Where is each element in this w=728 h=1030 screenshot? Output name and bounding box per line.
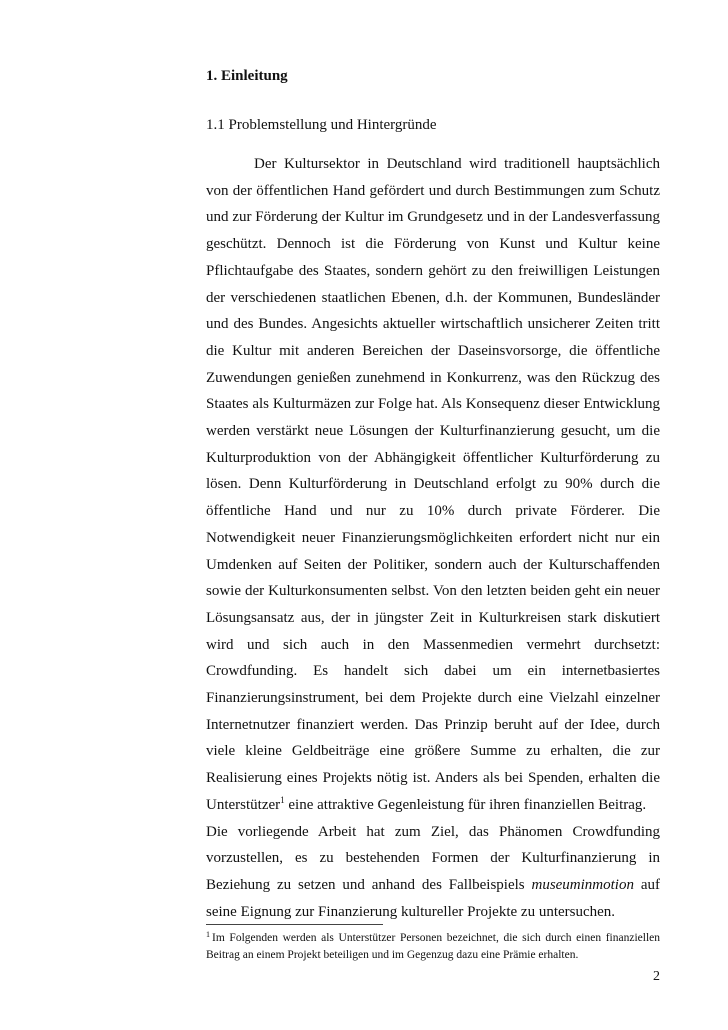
paragraph-2 [206, 819, 660, 926]
page-number: 2 [653, 969, 660, 984]
footnote-divider [206, 924, 383, 925]
footnote-reference: 1 [280, 794, 285, 805]
paragraph-2-text: Die vorliegende Arbeit hat zum Ziel, das Phänomen Crowdfunding vorzustellen, es zu bestehenden Formen der Kulturfinanzierung in Beziehung zu setzen und anhand des Fallbeispiels [206, 823, 660, 893]
case-study-name: museuminmotion [531, 876, 634, 893]
paragraph-1-text: Der Kultursektor in Deutschland wird traditionell hauptsächlich von der öffentlichen Hand gefördert und durch Bestimmungen zum Schutz und zur Förderung der Kultur im Grundgesetz und in der Landesverfassung geschützt. Dennoch ist die Förderung von Kunst und Kultur keine Pflichtaufgabe des Staates, sondern gehört zu den freiwilligen Leistungen der verschiedenen staatlichen Ebenen, d.h. der Kommunen, Bundesländer und des Bundes. Angesichts aktueller wirtschaftlich unsicherer Zeiten tritt die Kultur mit anderen Bereichen der Daseinsvorsorge, die öffentliche Zuwendungen genießen zunehmend in Konkurrenz, was den Rückzug des Staates als Kulturmäzen zur Folge hat. Als Konsequenz dieser Entwicklung werden verstärkt neue Lösungen der Kulturfinanzierung gesucht, um die Kulturproduktion von der Abhängigkeit öffentlicher Kulturförderung zu lösen. Denn Kulturförderung in Deutschland erfolgt zu 90% durch die öffentliche Hand und nur zu 10% durch private Förderer. Die Notwendigkeit neuer Finanzierungsmöglichkeiten erfordert nicht nur ein Umdenken auf Seiten der Politiker, sondern auch der Kulturschaffenden sowie der Kulturkonsumenten selbst. Von den letzten beiden geht ein neuer Lösungsansatz aus, der in jüngster Zeit in Kulturkreisen stark diskutiert wird und sich auch in den Massenmedien vermehrt durchsetzt: Crowdfunding. Es handelt sich dabei um ein internetbasiertes Finanzierungsinstrument, bei dem Projekte durch eine Vielzahl einzelner Internetnutzer finanziert werden. Das Prinzip beruht auf der Idee, durch viele kleine Geldbeiträge eine größere Summe zu erhalten, die zur Realisierung eines Projekts nötig ist. Anders als bei Spenden, erhalten die Unterstützer [206, 156, 660, 813]
paragraph-1-tail: eine attraktive Gegenleistung für ihren finanziellen Beitrag. [284, 796, 647, 813]
footnote-number: 1 [206, 930, 210, 939]
paragraph-2-tail: auf seine Eignung zur Finanzierung kultureller Projekte zu untersuchen. [206, 876, 661, 920]
chapter-heading: 1. Einleitung [206, 68, 288, 84]
body-text [206, 151, 660, 925]
paragraph-1 [206, 151, 660, 819]
footnote [206, 930, 660, 963]
footnote-text: Im Folgenden werden als Unterstützer Personen bezeichnet, die sich durch einen finanziellen Beitrag an einem Projekt beteiligen und im Gegenzug dazu eine Prämie erhalten. [206, 932, 660, 961]
section-heading: 1.1 Problemstellung und Hintergründe [206, 117, 437, 133]
